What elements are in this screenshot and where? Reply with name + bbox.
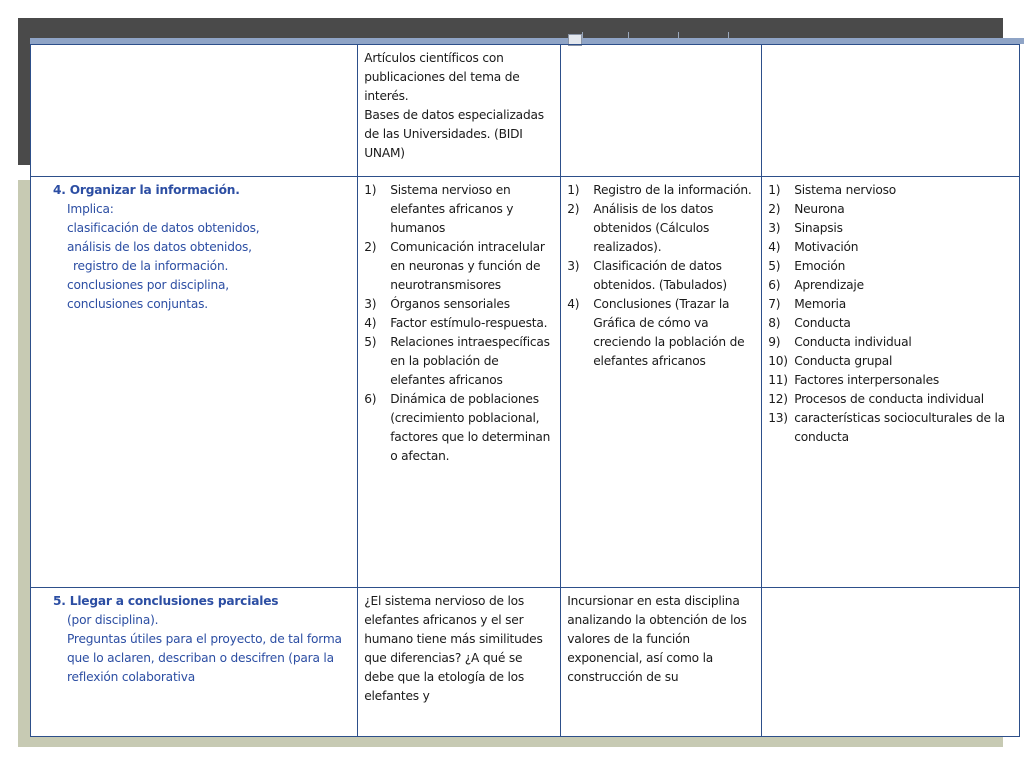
table-row — [31, 45, 1020, 177]
list-item: 12) Procesos de conducta individual — [768, 392, 984, 406]
sources-line-1: Artículos científicos con publicaciones del tema de interés. — [364, 51, 520, 103]
slide-frame-bottom-olive — [18, 737, 1003, 747]
slide-frame-top-bar — [18, 18, 1003, 40]
list-item: 3) Clasificación de datos obtenidos. (Tabulados) — [567, 259, 727, 292]
list-item: 11) Factores interpersonales — [768, 373, 940, 387]
list-item: 7) Memoria — [768, 297, 847, 311]
guiding-question-text: ¿El sistema nervioso de los elefantes africanos y el ser humano tiene más similitudes que diferencias? ¿A qué se debe que la etología de los elefantes y — [364, 594, 543, 703]
row1-col1-cell — [31, 45, 358, 177]
ruler-ticks — [568, 32, 768, 40]
row1-col2-cell — [358, 45, 561, 177]
step-4-subline: conclusiones conjuntas. — [67, 297, 208, 311]
row3-col1-cell — [31, 588, 358, 737]
row2-col1-cell — [31, 177, 358, 588]
step-5-heading: 5. Llegar a conclusiones parciales — [53, 594, 279, 608]
list-item: 2) Comunicación intracelular en neuronas y función de neurotransmisores — [364, 240, 545, 292]
list-item: 4) Motivación — [768, 240, 859, 254]
row1-col3-cell — [561, 45, 762, 177]
list-item: 3) Sinapsis — [768, 221, 843, 235]
math-steps-list — [567, 181, 755, 371]
sources-line-2: Bases de datos especializadas de las Universidades. (BIDI UNAM) — [364, 108, 544, 160]
list-item: 10) Conducta grupal — [768, 354, 893, 368]
row2-col4-cell — [762, 177, 1020, 588]
math-conclusion-text: Incursionar en esta disciplina analizando la obtención de los valores de la función exponencial, así como la construcción de su — [567, 594, 747, 684]
row3-col3-cell — [561, 588, 762, 737]
step-4-subline: conclusiones por disciplina, — [67, 278, 229, 292]
step-4-subline: registro de la información. — [73, 259, 229, 273]
list-item: 6) Aprendizaje — [768, 278, 864, 292]
row3-col4-cell — [762, 588, 1020, 737]
list-item: 9) Conducta individual — [768, 335, 912, 349]
list-item: 6) Dinámica de poblaciones (crecimiento poblacional, factores que lo determinan o afectan. — [364, 392, 551, 463]
list-item: 4) Factor estímulo-respuesta. — [364, 316, 548, 330]
biology-topics-list — [364, 181, 554, 466]
list-item: 2) Análisis de los datos obtenidos (Cálculos realizados). — [567, 202, 714, 254]
step-4-subline: análisis de los datos obtenidos, — [67, 240, 252, 254]
list-item: 4) Conclusiones (Trazar la Gráfica de cómo va creciendo la población de elefantes africanos — [567, 297, 745, 368]
list-item: 3) Órganos sensoriales — [364, 297, 510, 311]
list-item: 1) Sistema nervioso en elefantes africanos y humanos — [364, 183, 514, 235]
list-item: 13) características socioculturales de la conducta — [768, 411, 1005, 444]
list-item: 5) Emoción — [768, 259, 846, 273]
row2-col2-cell — [358, 177, 561, 588]
table-row — [31, 588, 1020, 737]
step-4-subline: clasificación de datos obtenidos, — [67, 221, 260, 235]
table-row — [31, 177, 1020, 588]
planning-table — [30, 44, 1020, 737]
list-item: 8) Conducta — [768, 316, 851, 330]
list-item: 1) Sistema nervioso — [768, 183, 897, 197]
row2-col3-cell — [561, 177, 762, 588]
step-5-subline: Preguntas útiles para el proyecto, de tal forma que lo aclaren, describan o descifren (para la reflexión colaborativa — [67, 632, 342, 684]
step-4-subline: Implica: — [67, 202, 114, 216]
slide-frame-left-olive — [18, 180, 30, 740]
step-5-subline: (por disciplina). — [67, 613, 159, 627]
psychology-topics-list — [768, 181, 1013, 447]
row1-col4-cell — [762, 45, 1020, 177]
slide-frame-left-dark — [18, 18, 30, 165]
list-item: 5) Relaciones intraespecíficas en la población de elefantes africanos — [364, 335, 550, 387]
step-4-heading: 4. Organizar la información. — [53, 183, 240, 197]
row3-col2-cell — [358, 588, 561, 737]
list-item: 1) Registro de la información. — [567, 183, 752, 197]
list-item: 2) Neurona — [768, 202, 845, 216]
